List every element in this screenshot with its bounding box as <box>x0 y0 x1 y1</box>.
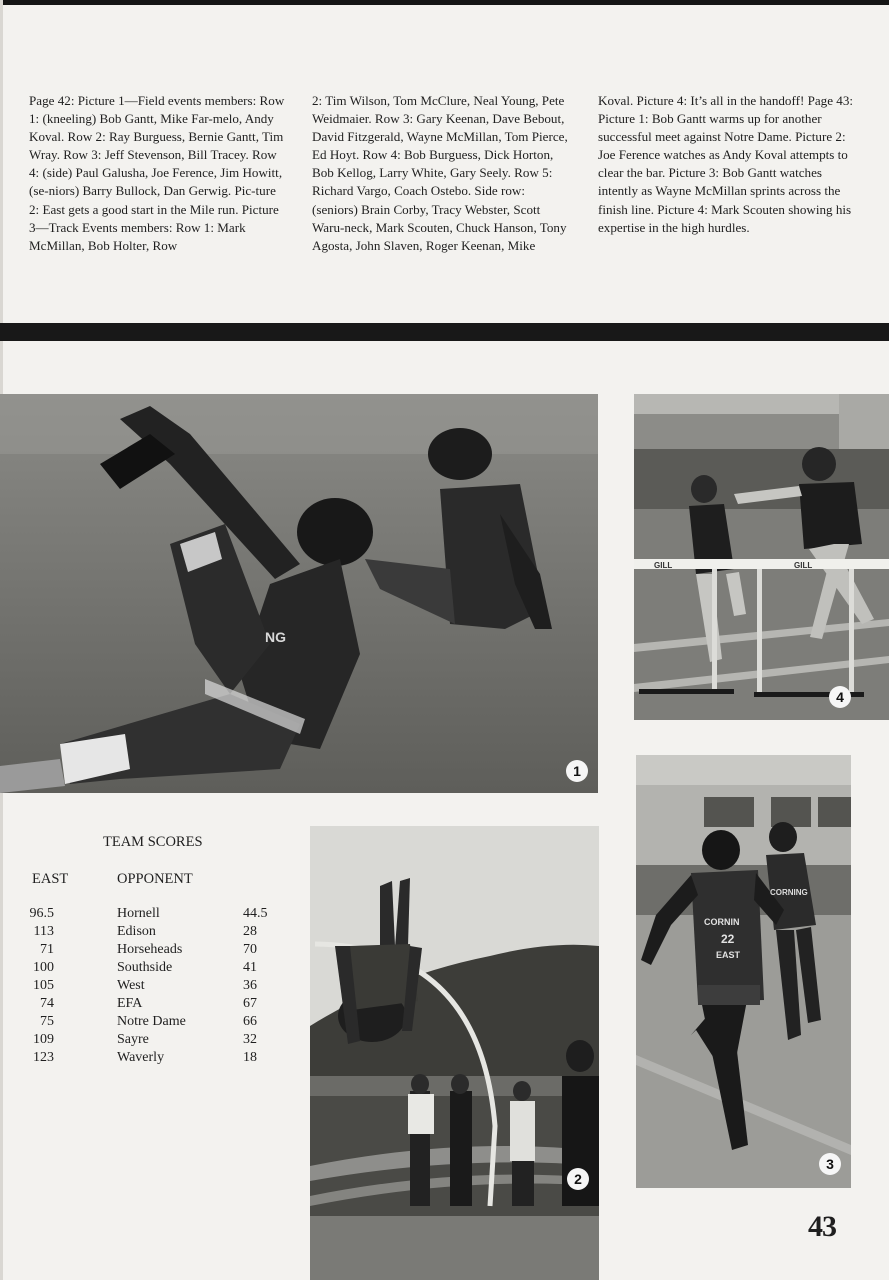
photo-finish-sprint <box>636 755 851 1188</box>
opponent-column-header: OPPONENT <box>117 871 193 887</box>
opponent-score: 41 <box>243 960 257 975</box>
east-score: 123 <box>33 1050 54 1065</box>
photo-high-hurdles <box>634 394 889 720</box>
opponent-score: 44.5 <box>243 906 268 921</box>
photo-number-badge: 4 <box>829 686 851 708</box>
east-score: 113 <box>33 924 54 939</box>
opponent-name: Waverly <box>117 1050 165 1065</box>
section-divider-bar <box>0 323 889 341</box>
east-score: 75 <box>40 1014 54 1029</box>
photo-warmup-stretch <box>0 394 598 793</box>
opponent-name: Horseheads <box>117 942 183 957</box>
jersey-lettering: CORNING <box>770 888 808 897</box>
jersey-lettering: EAST <box>716 950 741 960</box>
opponent-name: Hornell <box>117 906 160 921</box>
east-score: 109 <box>33 1032 54 1047</box>
opponent-score: 70 <box>243 942 257 957</box>
photo-number-badge: 2 <box>567 1168 589 1190</box>
east-score: 105 <box>33 978 54 993</box>
hurdle-lettering: GILL <box>654 561 673 570</box>
opponent-name: Edison <box>117 924 156 939</box>
opponent-score: 36 <box>243 978 257 993</box>
opponent-score: 66 <box>243 1014 257 1029</box>
east-score: 71 <box>40 942 54 957</box>
opponent-name: Notre Dame <box>117 1014 186 1029</box>
page-number: 43 <box>808 1210 836 1243</box>
east-column-header: EAST <box>32 871 69 887</box>
photo-number-badge: 1 <box>566 760 588 782</box>
opponent-score: 67 <box>243 996 257 1011</box>
caption-column-1: Page 42: Picture 1—Field events members: Row 1: (kneeling) Bob Gantt, Mike Far-melo, Andy Koval. Row 2: Ray Burguess, Bernie Gantt, Tim Wray. Row 3: Jeff Stevenson, Bill Tracey. Row 4: (side) Paul Galusha, Joe Ference, Jim Howitt, (se-niors) Barry Bullock, Dan Gerwig. Pic-ture 2: East gets a good start in the Mile run. Picture 3—Track Events members: Row 1: Mark McMillan, Bob Holter, Row <box>29 93 285 253</box>
opponent-name: Southside <box>117 960 173 975</box>
jersey-number: 22 <box>721 932 735 946</box>
photo-pole-vault <box>310 826 599 1280</box>
east-score: 100 <box>33 960 54 975</box>
opponent-name: EFA <box>117 996 143 1011</box>
opponent-score: 32 <box>243 1032 257 1047</box>
east-score: 96.5 <box>29 906 54 921</box>
caption-column-3: Koval. Picture 4: It’s all in the handoff! Page 43: Picture 1: Bob Gantt warms up for another successful meet against Notre Dame. Picture 2: Joe Ference watches as Andy Koval attempts to clear the bar. Picture 3: Bob Gantt watches intently as Wayne McMillan sprints across the finish line. Picture 4: Mark Scouten showing his expertise in the high hurdles. <box>598 93 854 235</box>
opponent-name: Sayre <box>117 1032 149 1047</box>
opponent-score: 28 <box>243 924 257 939</box>
jersey-lettering: NG <box>265 629 286 645</box>
opponent-score: 18 <box>243 1050 257 1065</box>
opponent-name: West <box>117 978 145 993</box>
hurdle-lettering: GILL <box>794 561 813 570</box>
photo-number-badge: 3 <box>819 1153 841 1175</box>
top-border <box>0 0 889 5</box>
east-score: 74 <box>40 996 54 1011</box>
caption-column-2: 2: Tim Wilson, Tom McClure, Neal Young, Pete Weidmaier. Row 3: Gary Keenan, Dave Bebout, David Fitzgerald, Wayne McMillan, Tom Pierce, Ed Hoyt. Row 4: Bob Burguess, Dick Horton, Bob Kellog, Larry White, Gary Seely. Row 5: Richard Vargo, Coach Ostebo. Side row: (seniors) Brain Corby, Tracy Webster, Scott Waru-neck, Mark Scouten, Chuck Hanson, Tony Agosta, John Slaven, Roger Keenan, Mike <box>312 93 568 253</box>
jersey-lettering: CORNIN <box>704 917 740 927</box>
team-scores-title: TEAM SCORES <box>103 834 203 850</box>
